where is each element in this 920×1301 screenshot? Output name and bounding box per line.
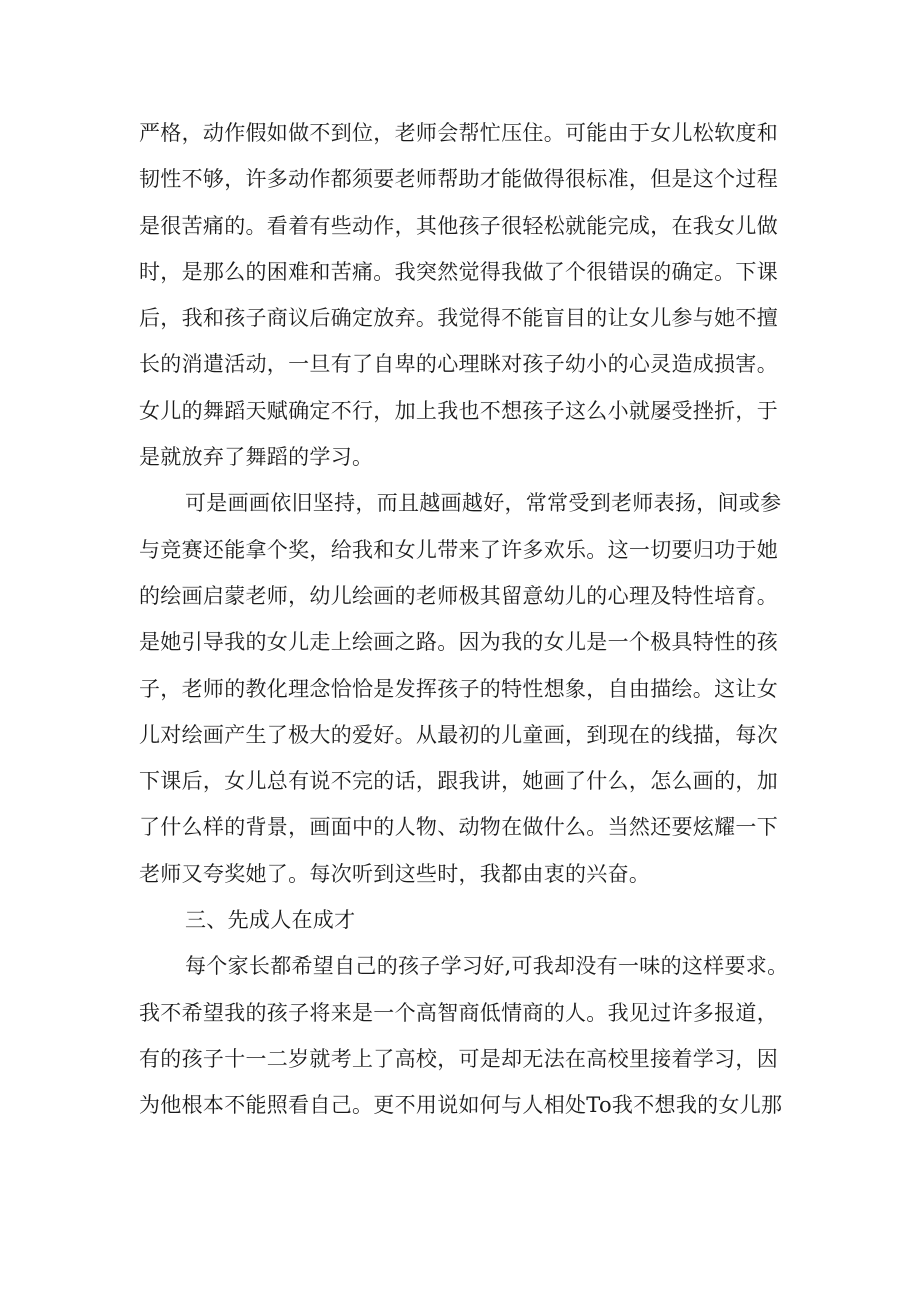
text-line: 韧性不够，许多动作都须要老师帮助才能做得很标准，但是这个过程 [139, 167, 778, 192]
text-line: 我不希望我的孩子将来是一个高智商低情商的人。我见过许多报道， [139, 1000, 778, 1025]
text-line: 为他根本不能照看自己。更不用说如何与人相处To我不想我的女儿那 [139, 1093, 783, 1118]
paragraph-start-line: 可是画画依旧坚持，而且越画越好，常常受到老师表扬，间或参 [185, 491, 782, 516]
text-line: 女儿的舞蹈天赋确定不行，加上我也不想孩子这么小就屡受挫折，于 [139, 398, 778, 423]
text-line: 时，是那么的困难和苦痛。我突然觉得我做了个很错误的确定。下课 [139, 259, 778, 284]
text-line: 是她引导我的女儿走上绘画之路。因为我的女儿是一个极具特性的孩 [139, 630, 778, 655]
text-line: 后，我和孩子商议后确定放弃。我觉得不能盲目的让女儿参与她不擅 [139, 306, 778, 331]
text-line: 子，老师的教化理念恰恰是发挥孩子的特性想象，自由描绘。这让女 [139, 676, 778, 701]
text-line: 有的孩子十一二岁就考上了高校，可是却无法在高校里接着学习，因 [139, 1046, 778, 1071]
body-text [139, 110, 789, 1129]
text-line: 儿对绘画产生了极大的爱好。从最初的儿童画，到现在的线描，每次 [139, 722, 778, 747]
text-line: 严格，动作假如做不到位，老师会帮忙压住。可能由于女儿松软度和 [139, 121, 778, 145]
text-line: 下课后，女儿总有说不完的话，跟我讲，她画了什么，怎么画的，加 [139, 769, 778, 794]
section-heading: 三、先成人在成才 [185, 908, 356, 933]
text-line: 老师又夸奖她了。每次听到这些时，我都由衷的兴奋。 [139, 861, 651, 886]
text-line: 是就放弃了舞蹈的学习。 [139, 445, 374, 470]
text-line: 是很苦痛的。看着有些动作，其他孩子很轻松就能完成，在我女儿做 [139, 213, 778, 238]
text-line: 与竞赛还能拿个奖，给我和女儿带来了许多欢乐。这一切要归功于她 [139, 537, 778, 562]
text-line: 的绘画启蒙老师，幼儿绘画的老师极其留意幼儿的心理及特性培育。 [139, 583, 778, 608]
text-line: 长的消遣活动，一旦有了自卑的心理眯对孩子幼小的心灵造成损害。 [139, 352, 778, 377]
paragraph-start-line: 每个家长都希望自己的孩子学习好,可我却没有一味的这样要求。 [185, 954, 789, 979]
text-line: 了什么样的背景，画面中的人物、动物在做什么。当然还要炫耀一下 [139, 815, 778, 840]
